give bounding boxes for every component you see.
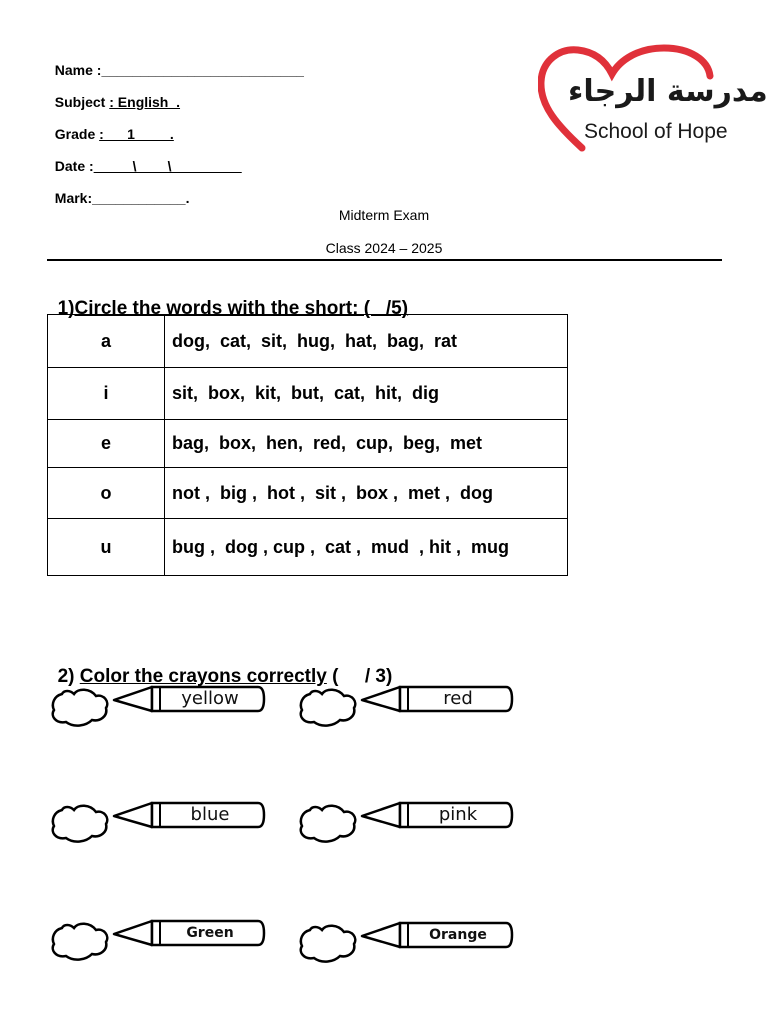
subject-label: Subject [54, 94, 110, 110]
question2-title [47, 644, 392, 688]
question2-text: Color the crayons correctly [79, 666, 327, 687]
grade-field [47, 110, 174, 142]
table-row [48, 420, 568, 468]
crayon-label: red [443, 688, 473, 709]
crayon-label: blue [190, 804, 230, 825]
crayon-pink[interactable] [296, 800, 518, 844]
crayon-label: Orange [429, 927, 487, 943]
exam-class-year: Class 2024 – 2025 [325, 240, 443, 256]
vowel-cell: e [48, 420, 165, 468]
logo-english-text: School of Hope [584, 120, 728, 143]
table-row [48, 519, 568, 576]
date-blank[interactable]: _____\____\_________ [93, 158, 242, 174]
crayon-green[interactable] [48, 918, 270, 962]
crayon-label: yellow [181, 688, 239, 709]
subject-value: : English . [109, 94, 181, 110]
crayon-label: Green [186, 925, 234, 941]
crayon-blue[interactable] [48, 800, 270, 844]
crayon-red[interactable] [296, 684, 518, 728]
question2-score: ( / 3) [326, 666, 393, 687]
crayon-label: pink [438, 804, 478, 825]
table-row [48, 315, 568, 368]
crayon-yellow[interactable] [48, 684, 270, 728]
grade-label: Grade [54, 126, 100, 142]
words-cell[interactable]: dog, cat, sit, hug, hat, bag, rat [165, 315, 568, 368]
exam-title: Midterm Exam [338, 207, 430, 223]
name-field [47, 46, 304, 78]
question2-number: 2) [57, 666, 80, 687]
question1-text: Circle the words with the short: ( /5) [74, 298, 409, 319]
question1-number: 1) [57, 298, 75, 319]
crayon-orange[interactable] [296, 920, 518, 964]
mark-blank[interactable]: ____________. [92, 190, 190, 206]
logo-arabic-text: مدرسة الرجاء [568, 74, 768, 109]
vowel-table [47, 314, 568, 576]
school-logo [538, 44, 768, 152]
words-cell[interactable]: not , big , hot , sit , box , met , dog [165, 468, 568, 519]
name-blank[interactable]: __________________________ [101, 62, 304, 78]
table-row [48, 368, 568, 420]
vowel-cell: a [48, 315, 165, 368]
mark-field [47, 174, 189, 206]
subject-field [47, 78, 180, 110]
words-cell[interactable]: bug , dog , cup , cat , mud , hit , mug [165, 519, 568, 576]
header-divider [47, 259, 722, 261]
name-label: Name : [54, 62, 102, 78]
mark-label: Mark: [54, 190, 93, 206]
grade-value: : 1 . [99, 126, 174, 142]
table-row [48, 468, 568, 519]
vowel-cell: o [48, 468, 165, 519]
vowel-cell: i [48, 368, 165, 420]
date-field [47, 142, 242, 174]
vowel-cell: u [48, 519, 165, 576]
date-label: Date : [54, 158, 94, 174]
words-cell[interactable]: bag, box, hen, red, cup, beg, met [165, 420, 568, 468]
words-cell[interactable]: sit, box, kit, but, cat, hit, dig [165, 368, 568, 420]
